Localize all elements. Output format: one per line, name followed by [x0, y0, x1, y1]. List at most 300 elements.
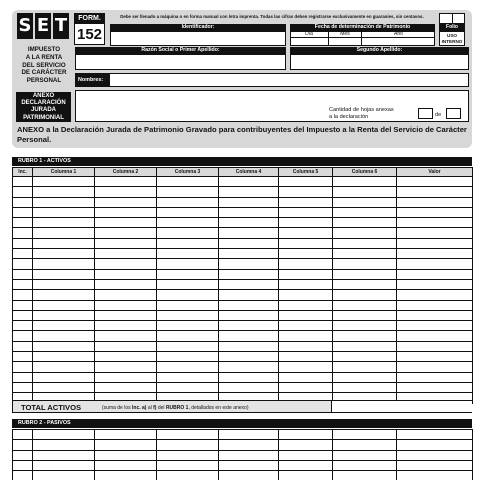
table-cell[interactable] — [279, 331, 333, 341]
table-cell[interactable] — [219, 249, 279, 259]
table-cell[interactable] — [333, 382, 397, 392]
table-cell[interactable] — [33, 331, 95, 341]
table-cell[interactable] — [333, 187, 397, 197]
table-row — [13, 228, 473, 238]
table-cell[interactable] — [95, 207, 157, 217]
table-row — [13, 279, 473, 289]
table-cell[interactable] — [13, 471, 33, 480]
table-cell[interactable] — [95, 321, 157, 331]
table-cell[interactable] — [397, 269, 473, 279]
table-cell[interactable] — [13, 382, 33, 392]
table-cell[interactable] — [33, 207, 95, 217]
table-cell[interactable] — [95, 249, 157, 259]
table-cell[interactable] — [219, 269, 279, 279]
table-cell[interactable] — [95, 341, 157, 351]
table-cell[interactable] — [157, 372, 219, 382]
table-cell[interactable] — [219, 362, 279, 372]
table-cell[interactable] — [95, 430, 157, 440]
cantidad-line: a la declaración — [329, 114, 369, 120]
table-cell[interactable] — [95, 471, 157, 480]
table-cell[interactable] — [13, 228, 33, 238]
table-cell[interactable] — [33, 218, 95, 228]
table-cell[interactable] — [157, 300, 219, 310]
identificador-label: Identificador: — [110, 24, 286, 31]
table-cell[interactable] — [333, 372, 397, 382]
table-cell[interactable] — [333, 197, 397, 207]
table-cell[interactable] — [13, 440, 33, 450]
table-cell[interactable] — [33, 259, 95, 269]
table-cell[interactable] — [397, 440, 473, 450]
nombres-field[interactable] — [109, 73, 469, 87]
table-row — [13, 207, 473, 217]
table-cell[interactable] — [33, 372, 95, 382]
table-cell[interactable] — [33, 238, 95, 248]
total-activos-row — [12, 400, 472, 413]
table-row — [13, 450, 473, 460]
table-cell[interactable] — [33, 249, 95, 259]
table-cell[interactable] — [333, 321, 397, 331]
table-cell[interactable] — [279, 177, 333, 187]
table-cell[interactable] — [333, 310, 397, 320]
table-row — [13, 352, 473, 362]
table-cell[interactable] — [219, 259, 279, 269]
table-cell[interactable] — [397, 187, 473, 197]
table-cell[interactable] — [157, 187, 219, 197]
table-cell[interactable] — [333, 341, 397, 351]
table-cell[interactable] — [13, 269, 33, 279]
table-cell[interactable] — [13, 218, 33, 228]
table-cell[interactable] — [333, 279, 397, 289]
form-number-box — [74, 13, 105, 45]
table-cell[interactable] — [219, 430, 279, 440]
desc-part: (suma de los — [102, 405, 133, 411]
table-cell[interactable] — [95, 440, 157, 450]
tax-title-line: DEL SERVICIO — [22, 61, 66, 69]
table-cell[interactable] — [397, 362, 473, 372]
table-cell[interactable] — [397, 238, 473, 248]
mes-label: Mes — [340, 31, 350, 37]
table-cell[interactable] — [397, 300, 473, 310]
table-row — [13, 187, 473, 197]
table-row — [13, 300, 473, 310]
table-cell[interactable] — [219, 460, 279, 470]
set-logo — [17, 13, 69, 39]
table-row — [13, 290, 473, 300]
desc-part: RUBRO 1 — [165, 405, 189, 411]
table-cell[interactable] — [13, 341, 33, 351]
table-cell[interactable] — [279, 310, 333, 320]
table-row — [13, 440, 473, 450]
table-cell[interactable] — [13, 372, 33, 382]
table-cell[interactable] — [157, 471, 219, 480]
table-cell[interactable] — [397, 430, 473, 440]
total-activos-label: TOTAL ACTIVOS — [21, 403, 82, 412]
rubro1-table — [12, 167, 473, 404]
table-row — [13, 259, 473, 269]
table-cell[interactable] — [33, 471, 95, 480]
table-cell[interactable] — [157, 460, 219, 470]
table-cell[interactable] — [33, 382, 95, 392]
table-cell[interactable] — [157, 279, 219, 289]
column-header: Columna 4 — [219, 168, 279, 177]
table-cell[interactable] — [33, 279, 95, 289]
total-activos-desc — [102, 405, 249, 411]
declaration-area — [75, 90, 469, 122]
logo-letter: T — [53, 13, 69, 39]
table-cell[interactable] — [95, 352, 157, 362]
table-cell[interactable] — [219, 331, 279, 341]
table-cell[interactable] — [219, 218, 279, 228]
table-cell[interactable] — [157, 341, 219, 351]
instructions-note: Debe ser llenado a máquina o en forma manual con letra imprenta. Todas las cifras deben registrarse exclusivamente en guaraníes, sin centavos. — [120, 14, 424, 19]
table-cell[interactable] — [333, 177, 397, 187]
annex-label-line: PATRIMONIAL — [23, 114, 64, 121]
table-cell[interactable] — [157, 362, 219, 372]
table-cell[interactable] — [219, 187, 279, 197]
table-cell[interactable] — [13, 279, 33, 289]
table-cell[interactable] — [95, 362, 157, 372]
table-row — [13, 321, 473, 331]
table-cell[interactable] — [219, 450, 279, 460]
table-cell[interactable] — [397, 341, 473, 351]
table-cell[interactable] — [33, 341, 95, 351]
table-cell[interactable] — [333, 352, 397, 362]
table-cell[interactable] — [95, 197, 157, 207]
table-cell[interactable] — [397, 321, 473, 331]
table-cell[interactable] — [397, 249, 473, 259]
table-cell[interactable] — [157, 207, 219, 217]
folio-top-box — [439, 13, 465, 24]
segundo-apellido-field[interactable] — [290, 54, 469, 70]
table-cell[interactable] — [95, 279, 157, 289]
table-cell[interactable] — [279, 259, 333, 269]
table-cell[interactable] — [13, 197, 33, 207]
rubro1-title: RUBRO 1 - ACTIVOS — [12, 157, 472, 166]
anio-label: Año — [394, 31, 403, 37]
table-cell[interactable] — [333, 362, 397, 372]
column-header: Columna 2 — [95, 168, 157, 177]
table-cell[interactable] — [219, 471, 279, 480]
nombres-label: Nombres: — [75, 73, 109, 87]
table-cell[interactable] — [157, 290, 219, 300]
annex-label-line: ANEXO — [32, 93, 55, 99]
table-row — [13, 177, 473, 187]
table-row — [13, 249, 473, 259]
table-cell[interactable] — [33, 430, 95, 440]
table-cell[interactable] — [219, 300, 279, 310]
table-cell[interactable] — [95, 177, 157, 187]
logo-letter: S — [17, 13, 33, 39]
table-cell[interactable] — [33, 197, 95, 207]
table-cell[interactable] — [333, 440, 397, 450]
table-cell[interactable] — [33, 177, 95, 187]
table-cell[interactable] — [157, 249, 219, 259]
table-cell[interactable] — [33, 228, 95, 238]
table-cell[interactable] — [397, 382, 473, 392]
table-cell[interactable] — [397, 450, 473, 460]
table-cell[interactable] — [279, 218, 333, 228]
table-cell[interactable] — [33, 450, 95, 460]
table-cell[interactable] — [279, 207, 333, 217]
column-header: Columna 5 — [279, 168, 333, 177]
table-cell[interactable] — [13, 321, 33, 331]
identificador-field[interactable] — [110, 31, 286, 46]
table-cell[interactable] — [13, 300, 33, 310]
table-cell[interactable] — [33, 290, 95, 300]
cantidad-hojas-label — [329, 107, 394, 121]
table-cell[interactable] — [333, 269, 397, 279]
razon-social-label: Razón Social o Primer Apellido: — [75, 47, 286, 54]
table-cell[interactable] — [33, 321, 95, 331]
table-cell[interactable] — [157, 450, 219, 460]
column-header: Columna 3 — [157, 168, 219, 177]
table-cell[interactable] — [279, 341, 333, 351]
table-cell[interactable] — [279, 290, 333, 300]
table-cell[interactable] — [219, 321, 279, 331]
table-cell[interactable] — [279, 372, 333, 382]
table-cell[interactable] — [397, 228, 473, 238]
table-cell[interactable] — [13, 238, 33, 248]
table-cell[interactable] — [157, 321, 219, 331]
form-number: 152 — [76, 26, 103, 43]
rubro2-table — [12, 429, 473, 480]
desc-part: Inc. a) — [132, 405, 147, 411]
table-cell[interactable] — [95, 228, 157, 238]
table-cell[interactable] — [333, 207, 397, 217]
table-cell[interactable] — [333, 218, 397, 228]
table-cell[interactable] — [219, 228, 279, 238]
table-cell[interactable] — [157, 177, 219, 187]
column-header: Columna 1 — [33, 168, 95, 177]
table-cell[interactable] — [13, 187, 33, 197]
rubro2-body — [13, 430, 473, 480]
table-cell[interactable] — [279, 460, 333, 470]
razon-social-field[interactable] — [75, 54, 286, 70]
table-cell[interactable] — [279, 450, 333, 460]
hoja-total-field[interactable] — [446, 108, 461, 119]
table-cell[interactable] — [219, 238, 279, 248]
table-cell[interactable] — [13, 290, 33, 300]
table-cell[interactable] — [279, 321, 333, 331]
annex-label — [16, 92, 71, 122]
table-cell[interactable] — [157, 228, 219, 238]
table-cell[interactable] — [333, 430, 397, 440]
table-cell[interactable] — [333, 249, 397, 259]
table-cell[interactable] — [397, 207, 473, 217]
annex-label-line: JURADA — [30, 107, 56, 114]
table-cell[interactable] — [95, 331, 157, 341]
table-cell[interactable] — [279, 352, 333, 362]
dia-label: Día — [305, 31, 313, 37]
table-cell[interactable] — [279, 362, 333, 372]
table-cell[interactable] — [95, 450, 157, 460]
tax-title-line: DE CARÁCTER — [21, 69, 67, 77]
table-cell[interactable] — [279, 238, 333, 248]
table-cell[interactable] — [397, 177, 473, 187]
table-cell[interactable] — [219, 197, 279, 207]
table-cell[interactable] — [333, 331, 397, 341]
form-label: FORM. — [75, 14, 104, 24]
table-cell[interactable] — [33, 362, 95, 372]
total-activos-field[interactable] — [331, 401, 472, 412]
table-row — [13, 218, 473, 228]
rubro1-body — [13, 177, 473, 404]
table-cell[interactable] — [279, 471, 333, 480]
de-label: de — [435, 112, 442, 118]
table-cell[interactable] — [279, 279, 333, 289]
table-cell[interactable] — [397, 279, 473, 289]
table-cell[interactable] — [95, 290, 157, 300]
desc-part: del — [156, 405, 166, 411]
table-cell[interactable] — [157, 197, 219, 207]
table-cell[interactable] — [219, 290, 279, 300]
table-cell[interactable] — [95, 300, 157, 310]
table-cell[interactable] — [157, 259, 219, 269]
table-row — [13, 471, 473, 480]
table-cell[interactable] — [219, 177, 279, 187]
table-cell[interactable] — [333, 300, 397, 310]
folio-label: Folio — [439, 24, 465, 31]
annex-label-line: DECLARACIÓN — [21, 100, 66, 107]
table-row — [13, 460, 473, 470]
table-cell[interactable] — [33, 352, 95, 362]
table-cell[interactable] — [219, 382, 279, 392]
table-cell[interactable] — [157, 352, 219, 362]
table-cell[interactable] — [95, 218, 157, 228]
table-cell[interactable] — [33, 310, 95, 320]
table-cell[interactable] — [13, 450, 33, 460]
uso-interno-label: USO INTERNO — [441, 33, 463, 44]
tax-title — [16, 46, 72, 85]
table-cell[interactable] — [13, 352, 33, 362]
table-cell[interactable] — [279, 249, 333, 259]
cantidad-line: Cantidad de hojas anexas — [329, 107, 394, 113]
table-cell[interactable] — [219, 440, 279, 450]
table-cell[interactable] — [397, 259, 473, 269]
table-cell[interactable] — [157, 440, 219, 450]
table-cell[interactable] — [279, 430, 333, 440]
table-cell[interactable] — [279, 269, 333, 279]
segundo-apellido-label: Segundo Apellido: — [290, 47, 469, 54]
table-cell[interactable] — [397, 471, 473, 480]
table-cell[interactable] — [95, 460, 157, 470]
table-cell[interactable] — [13, 259, 33, 269]
table-cell[interactable] — [219, 372, 279, 382]
table-cell[interactable] — [157, 269, 219, 279]
table-cell[interactable] — [13, 249, 33, 259]
table-cell[interactable] — [333, 450, 397, 460]
table-cell[interactable] — [13, 310, 33, 320]
table-cell[interactable] — [33, 460, 95, 470]
table-cell[interactable] — [157, 218, 219, 228]
fecha-label: Fecha de determinación de Patrimonio — [290, 24, 435, 31]
logo-letter: E — [35, 13, 51, 39]
table-cell[interactable] — [333, 228, 397, 238]
table-cell[interactable] — [279, 197, 333, 207]
table-row — [13, 310, 473, 320]
table-cell[interactable] — [95, 187, 157, 197]
table-cell[interactable] — [397, 460, 473, 470]
table-cell[interactable] — [95, 382, 157, 392]
table-cell[interactable] — [13, 207, 33, 217]
table-cell[interactable] — [397, 290, 473, 300]
tax-title-line: A LA RENTA — [25, 53, 63, 61]
table-cell[interactable] — [219, 341, 279, 351]
rubro2-title: RUBRO 2 - PASIVOS — [12, 419, 472, 428]
table-row — [13, 238, 473, 248]
column-header: Valor — [397, 168, 473, 177]
table-cell[interactable] — [397, 352, 473, 362]
column-header: Columna 6 — [333, 168, 397, 177]
table-cell[interactable] — [95, 259, 157, 269]
table-cell[interactable] — [397, 331, 473, 341]
table-cell[interactable] — [13, 430, 33, 440]
table-cell[interactable] — [13, 331, 33, 341]
table-cell[interactable] — [13, 177, 33, 187]
table-cell[interactable] — [333, 259, 397, 269]
table-cell[interactable] — [33, 300, 95, 310]
desc-part: , detallados en este anexo) — [188, 405, 249, 411]
table-cell[interactable] — [157, 310, 219, 320]
table-cell[interactable] — [157, 238, 219, 248]
table-cell[interactable] — [333, 460, 397, 470]
table-cell[interactable] — [13, 362, 33, 372]
table-cell[interactable] — [279, 382, 333, 392]
table-row — [13, 269, 473, 279]
fecha-divider — [290, 37, 435, 38]
table-cell[interactable] — [333, 471, 397, 480]
desc-part: f) — [153, 405, 157, 411]
table-cell[interactable] — [219, 279, 279, 289]
table-cell[interactable] — [279, 440, 333, 450]
table-cell[interactable] — [95, 269, 157, 279]
table-cell[interactable] — [397, 372, 473, 382]
table-cell[interactable] — [95, 238, 157, 248]
table-cell[interactable] — [13, 460, 33, 470]
table-cell[interactable] — [33, 187, 95, 197]
desc-part: al — [146, 405, 154, 411]
table-row — [13, 341, 473, 351]
table-cell[interactable] — [95, 372, 157, 382]
tax-title-line: IMPUESTO — [27, 46, 61, 53]
table-row — [13, 430, 473, 440]
table-cell[interactable] — [33, 440, 95, 450]
table-cell[interactable] — [33, 269, 95, 279]
table-cell[interactable] — [333, 290, 397, 300]
table-cell[interactable] — [157, 430, 219, 440]
table-cell[interactable] — [279, 228, 333, 238]
anexo-title: ANEXO a la Declaración Jurada de Patrimonio Gravado para contribuyentes del Impuesto a la Renta del Servicio de Carácter Personal. — [17, 125, 467, 144]
table-row — [13, 331, 473, 341]
table-row — [13, 382, 473, 392]
table-cell[interactable] — [333, 238, 397, 248]
table-cell[interactable] — [397, 218, 473, 228]
table-cell[interactable] — [219, 207, 279, 217]
table-cell[interactable] — [279, 187, 333, 197]
table-cell[interactable] — [397, 197, 473, 207]
table-cell[interactable] — [219, 310, 279, 320]
tax-title-line: PERSONAL — [26, 77, 62, 84]
hoja-numero-field[interactable] — [418, 108, 433, 119]
table-cell[interactable] — [219, 352, 279, 362]
table-row — [13, 372, 473, 382]
table-cell[interactable] — [157, 382, 219, 392]
table-cell[interactable] — [397, 310, 473, 320]
table-cell[interactable] — [95, 310, 157, 320]
table-cell[interactable] — [157, 331, 219, 341]
table-cell[interactable] — [279, 300, 333, 310]
column-header: Inc. — [13, 168, 33, 177]
